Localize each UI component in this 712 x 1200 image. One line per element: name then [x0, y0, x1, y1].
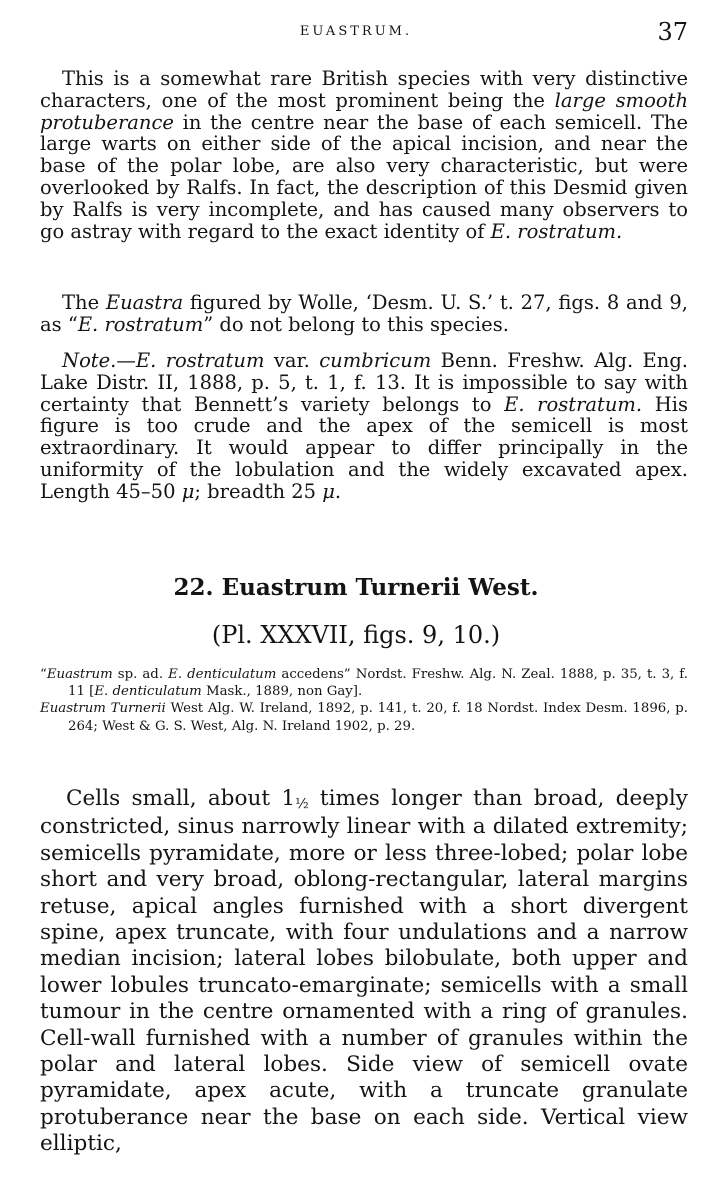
species-name: E. rostratum. — [504, 392, 643, 416]
species-title: Euastrum Turnerii — [221, 574, 461, 601]
paragraph-text: var. — [264, 349, 320, 372]
paragraph-text: . — [334, 479, 342, 503]
paragraph-note — [40, 350, 688, 503]
paragraph-wolle — [40, 292, 688, 336]
synonymy-list — [40, 666, 688, 735]
synonym-name: Euastrum Turnerii — [40, 701, 166, 717]
note-label: Note.—E. rostratum — [62, 349, 265, 372]
plate-reference: (Pl. XXXVII, figs. 9, 10.) — [211, 621, 501, 649]
paragraph-text: His figure is too crude and the apex of the semicell is most extraordinary. It would appear to differ principally in the uniformity of the lobulation and the widely excavated apex. Length 45–50 — [40, 392, 688, 503]
paragraph-text: ; breadth 25 — [194, 479, 323, 503]
synonym-name: E. denticulatum — [168, 667, 277, 682]
running-title: EUASTRUM. — [299, 24, 413, 39]
variety-name: cumbricum — [319, 349, 432, 372]
paragraph-text: ” do not belong to this species. — [203, 312, 509, 336]
species-heading — [0, 573, 712, 603]
fraction: ½ — [295, 796, 309, 812]
synonym-name: Euastrum — [46, 667, 113, 682]
micron-symbol: μ — [322, 479, 335, 503]
description-text: times longer than broad, deeply constricted, sinus narrowly linear with a dilated extremity; semicells pyramidate, more or less three-lobed; polar lobe short and very broad, oblong-rectangular, lateral margins retuse, apical angles furnished with a short divergent spine, apex truncate, with four undulations and a narrow median incision; lateral lobes bilobulate, both upper and lower lobules truncato-emarginate; semicells with a small tumour in the centre ornamented with a ring of granules. Cell-wall furnished with a number of granules within the polar and lateral lobes. Side view of semicell ovate pyramidate, apex acute, with a truncate granulate protuberance near the base on each side. Vertical view elliptic, — [40, 786, 688, 1157]
species-number: 22. — [173, 574, 214, 601]
synonym-name: E. denticulatum — [94, 684, 202, 700]
citation-text: sp. ad. — [112, 667, 169, 682]
quote-mark: “ — [40, 667, 47, 682]
citation-text: Mask., 1889, non Gay]. — [201, 684, 363, 700]
paragraph-text: Benn. Freshw. Alg. Eng. Lake Distr. II, 1888, p. 5, t. 1, f. 13. It is impossible to say with certainty that Bennett’s variety belongs to — [40, 349, 689, 416]
synonymy-entry — [40, 666, 688, 700]
paragraph-text: This is a somewhat rare British species with very distinctive characters, one of the most prominent being the — [40, 67, 688, 112]
species-name: E. rostratum — [77, 312, 204, 336]
genus-name: Euastra — [105, 291, 184, 314]
paragraph-text: figured by Wolle, ‘Desm. U. S.’ t. 27, figs. 8 and 9, as “ — [40, 291, 688, 336]
paragraph-text: The — [62, 291, 106, 314]
emphasis-text: large smooth protuberance — [40, 88, 688, 134]
species-author: West. — [468, 574, 539, 601]
citation-text: accedens” Nordst. Freshw. Alg. N. Zeal. 1888, p. 35, t. 3, f. 11 [ — [68, 667, 688, 700]
paragraph-text: in the centre near the base of each semicell. The large warts on either side of the apical incision, and near the base of the polar lobe, are also very characteristic, but were overlooked by Ralfs. In fact, the description of this Desmid given by Ralfs is very incomplete, and has caused many observers to go astray with regard to the exact identity of — [40, 110, 688, 243]
micron-symbol: μ — [181, 479, 195, 503]
citation-text: West Alg. W. Ireland, 1892, p. 141, t. 20, f. 18 Nordst. Index Desm. 1896, p. 264; West & G. S. West, Alg. N. Ireland 1902, p. 29. — [68, 701, 688, 734]
species-name: E. rostratum. — [490, 219, 623, 243]
page-number: 37 — [657, 18, 688, 46]
species-description — [40, 786, 688, 1158]
description-text: Cells small, about 1 — [66, 786, 296, 811]
running-head — [0, 18, 712, 48]
paragraph-remarks — [40, 68, 688, 242]
synonymy-entry — [40, 700, 688, 734]
